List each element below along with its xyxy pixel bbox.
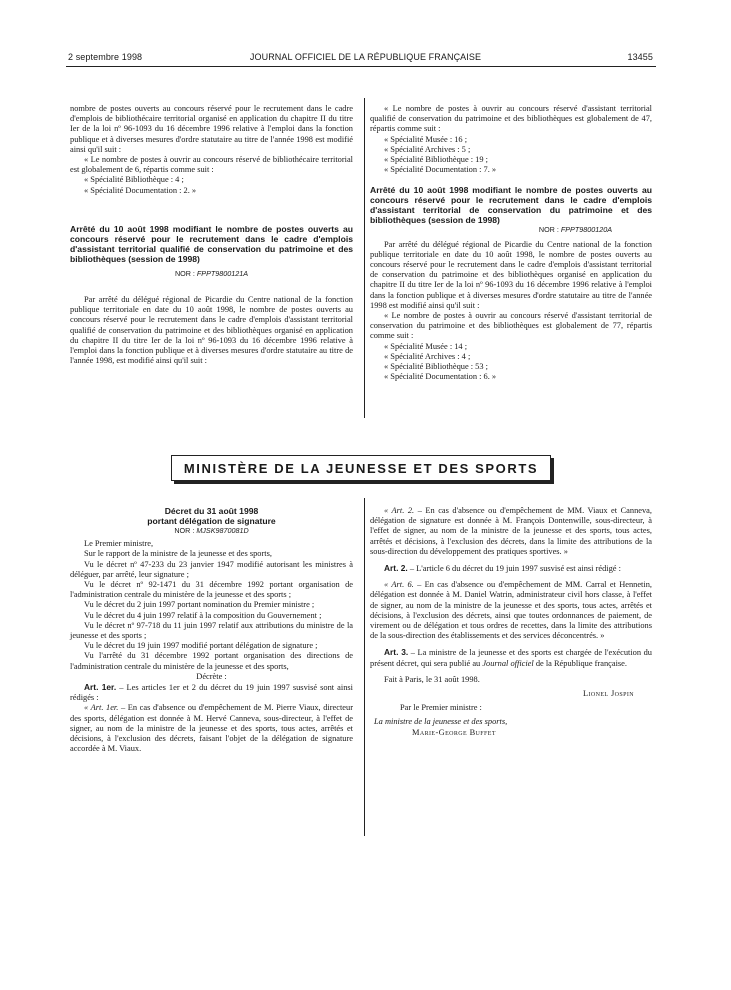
visa-line: Vu le décret nº 92-1471 du 31 décembre 1992 portant organisation de l'administration centrale du ministère de la jeunesse et des sports ; <box>70 580 353 600</box>
column-divider-top <box>364 98 365 418</box>
article-1-quote: « Art. 1er. – En cas d'absence ou d'empêchement de M. Pierre Viaux, directeur des sports, délégation est donnée à M. Hervé Canneva, sous-directeur, à l'effet de signer, au nom de la ministre de la jeunesse et des sports, tous actes, arrêtés et décisions, à l'exclusion des décrets, faisant l'objet de la délégation de signature accordée à M. Viaux. <box>70 703 353 754</box>
header-date: 2 septembre 1998 <box>68 52 143 62</box>
visa-line: Vu le décret du 4 juin 1997 relatif à la composition du Gouvernement ; <box>84 610 322 620</box>
article-2: Art. 2. – L'article 6 du décret du 19 juin 1997 susvisé est ainsi rédigé : <box>384 563 621 574</box>
par-line: Par le Premier ministre : <box>400 703 482 713</box>
decret-subtitle: portant délégation de signature <box>147 516 276 526</box>
nor-reference: NOR : FPPT9800121A <box>174 268 249 278</box>
visa-line: Vu le décret du 19 juin 1997 modifié portant délégation de signature ; <box>84 641 318 651</box>
article-1: Art. 1er. – Les articles 1er et 2 du décret du 19 juin 1997 susvisé sont ainsi rédigés : <box>70 682 353 703</box>
list-item: « Spécialité Bibliothèque : 53 ; <box>384 362 488 372</box>
intro-paragraph: nombre de postes ouverts au concours réservé pour le recrutement dans le cadre d'emplois de bibliothécaire territorial organisé en application du chapitre II du titre Ier de la loi nº 96-1093 du 16 décembre 1996 relative à l'emploi dans la fonction publique et à diverses mesures d'ordre statutaire au titre de l'année 1998 est modifié ainsi qu'il suit : <box>70 104 353 154</box>
arrete-body: Par arrêté du délégué régional de Picardie du Centre national de la fonction publique territoriale en date du 10 août 1998, le nombre de postes ouverts au concours réservé pour le recrutement dans le cadre d'emplois d'assistant territorial de conservation du patrimoine et des bibliothèques organisé en application du chapitre II du titre Ier de la loi nº 96-1093 du 16 décembre 1996 relative à l'emploi dans la fonction publique et à diverses mesures d'ordre statutaire au titre de l'année 1998 est modifié ainsi qu'il suit : <box>370 239 652 310</box>
list-item: « Spécialité Archives : 4 ; <box>384 351 471 361</box>
article-2-quote: « Art. 2. – En cas d'absence ou d'empêchement de MM. Viaux et Canneva, délégation de signature est donnée à M. François Dontenwille, sous-directeur, à l'effet de signer, au nom de la ministre de la jeunesse et des sports, tous actes, arrêtés et décisions, à l'exclusion des décrets, dans la limite des attributions de la sous-direction du développement des pratiques sportives. » <box>370 506 652 556</box>
list-item: « Spécialité Documentation : 6. » <box>384 372 497 382</box>
signatory-name: Lionel Jospin <box>582 689 634 699</box>
decret-title: Décret du 31 août 1998 <box>164 506 259 516</box>
list-item: « Spécialité Bibliothèque : 19 ; <box>384 155 488 165</box>
ministre-name: Marie-George Buffet <box>412 727 496 737</box>
visa-line: Vu le décret nº 47-233 du 23 janvier 1947 modifié autorisant les ministres à déléguer, par arrêté, leur signature ; <box>70 559 353 579</box>
ministry-heading: MINISTÈRE DE LA JEUNESSE ET DES SPORTS <box>171 455 551 481</box>
top-left-column <box>70 104 353 366</box>
visa-line: Le Premier ministre, <box>84 539 154 549</box>
article-3: Art. 3. – La ministre de la jeunesse et des sports est chargée de l'exécution du présent décret, qui sera publié au Journal officiel de la République française. <box>370 647 652 668</box>
list-item: « Spécialité Musée : 14 ; <box>384 341 468 351</box>
visa-line: Sur le rapport de la ministre de la jeunesse et des sports, <box>84 549 272 559</box>
arrete-title: Arrêté du 10 août 1998 modifiant le nombre de postes ouverts au concours réservé pour le recrutement dans le cadre d'emplois d'assistant territorial de conservation du patrimoine et des bibliothèques (session de 1998) <box>370 185 652 226</box>
article-6-quote: « Art. 6. – En cas d'absence ou d'empêchement de MM. Carral et Hennetin, délégation est donnée à M. Daniel Watrin, administrateur civil hors classe, à l'effet de signer, au nom de la ministre de la jeunesse et des sports, tous actes, arrêtés et décisions, à l'exclusion des décrets, ainsi que toutes ordonnances de paiement, de virement ou de délégation et tous ordres de recettes, dans la limite des attributions de la sous-direction des établissements et des services déconcentrés. » <box>370 580 652 641</box>
quote-paragraph: « Le nombre de postes à ouvrir au concours réservé d'assistant territorial qualifié de conservation du patrimoine et des bibliothèques est globalement de 47, répartis comme suit : <box>370 104 652 134</box>
arrete-title: Arrêté du 10 août 1998 modifiant le nombre de postes ouverts au concours réservé pour le recrutement dans le cadre d'emplois d'assistant territorial qualifié de conservation du patrimoine et des bibliothèques (session de 1998) <box>70 223 353 264</box>
header-journal-title: JOURNAL OFFICIEL DE LA RÉPUBLIQUE FRANÇAISE <box>249 52 482 62</box>
column-divider-bottom <box>364 498 365 836</box>
list-item: « Spécialité Documentation : 2. » <box>84 185 197 195</box>
decret-left-column <box>70 506 353 754</box>
list-item: « Spécialité Documentation : 7. » <box>384 165 497 175</box>
visa-line: Vu l'arrêté du 31 décembre 1992 portant organisation des directions de l'administration centrale du ministère de la jeunesse et des sports, <box>70 651 353 671</box>
header-rule <box>66 66 656 67</box>
quote-paragraph: « Le nombre de postes à ouvrir au concours réservé de bibliothécaire territorial est globalement de 6, répartis comme suit : <box>70 155 353 175</box>
header-page-number: 13455 <box>627 52 653 62</box>
arrete-body: Par arrêté du délégué régional de Picardie du Centre national de la fonction publique territoriale en date du 10 août 1998, le nombre de postes ouverts au concours réservé pour le recrutement dans le cadre d'emplois d'assistant territorial qualifié de conservation du patrimoine et des bibliothèques organisé en application du chapitre II du titre Ier de la loi nº 96-1093 du 16 décembre 1996 relative à l'emploi dans la fonction publique et à diverses mesures d'ordre statutaire au titre de l'année 1998, est modifié ainsi qu'il suit : <box>70 295 353 366</box>
decret-right-column <box>370 506 652 738</box>
visa-line: Vu le décret du 2 juin 1997 portant nomination du Premier ministre ; <box>84 600 315 610</box>
fait-line: Fait à Paris, le 31 août 1998. <box>384 674 480 684</box>
nor-reference: NOR : FPPT9800120A <box>538 225 612 235</box>
quote-paragraph: « Le nombre de postes à ouvrir au concours réservé d'assistant territorial de conservation du patrimoine et des bibliothèques est globalement de 77, répartis comme suit : <box>370 311 652 341</box>
top-right-column <box>370 104 652 382</box>
list-item: « Spécialité Musée : 16 ; <box>384 134 468 144</box>
nor-reference: NOR : MJSK9870081D <box>174 526 249 535</box>
list-item: « Spécialité Archives : 5 ; <box>384 144 471 154</box>
ministre-title: La ministre de la jeunesse et des sports, <box>374 717 508 727</box>
decrete-line: Décrète : <box>196 671 227 681</box>
list-item: « Spécialité Bibliothèque : 4 ; <box>84 175 184 185</box>
visa-line: Vu le décret nº 97-718 du 11 juin 1997 relatif aux attributions du ministre de la jeunesse et des sports ; <box>70 620 353 641</box>
